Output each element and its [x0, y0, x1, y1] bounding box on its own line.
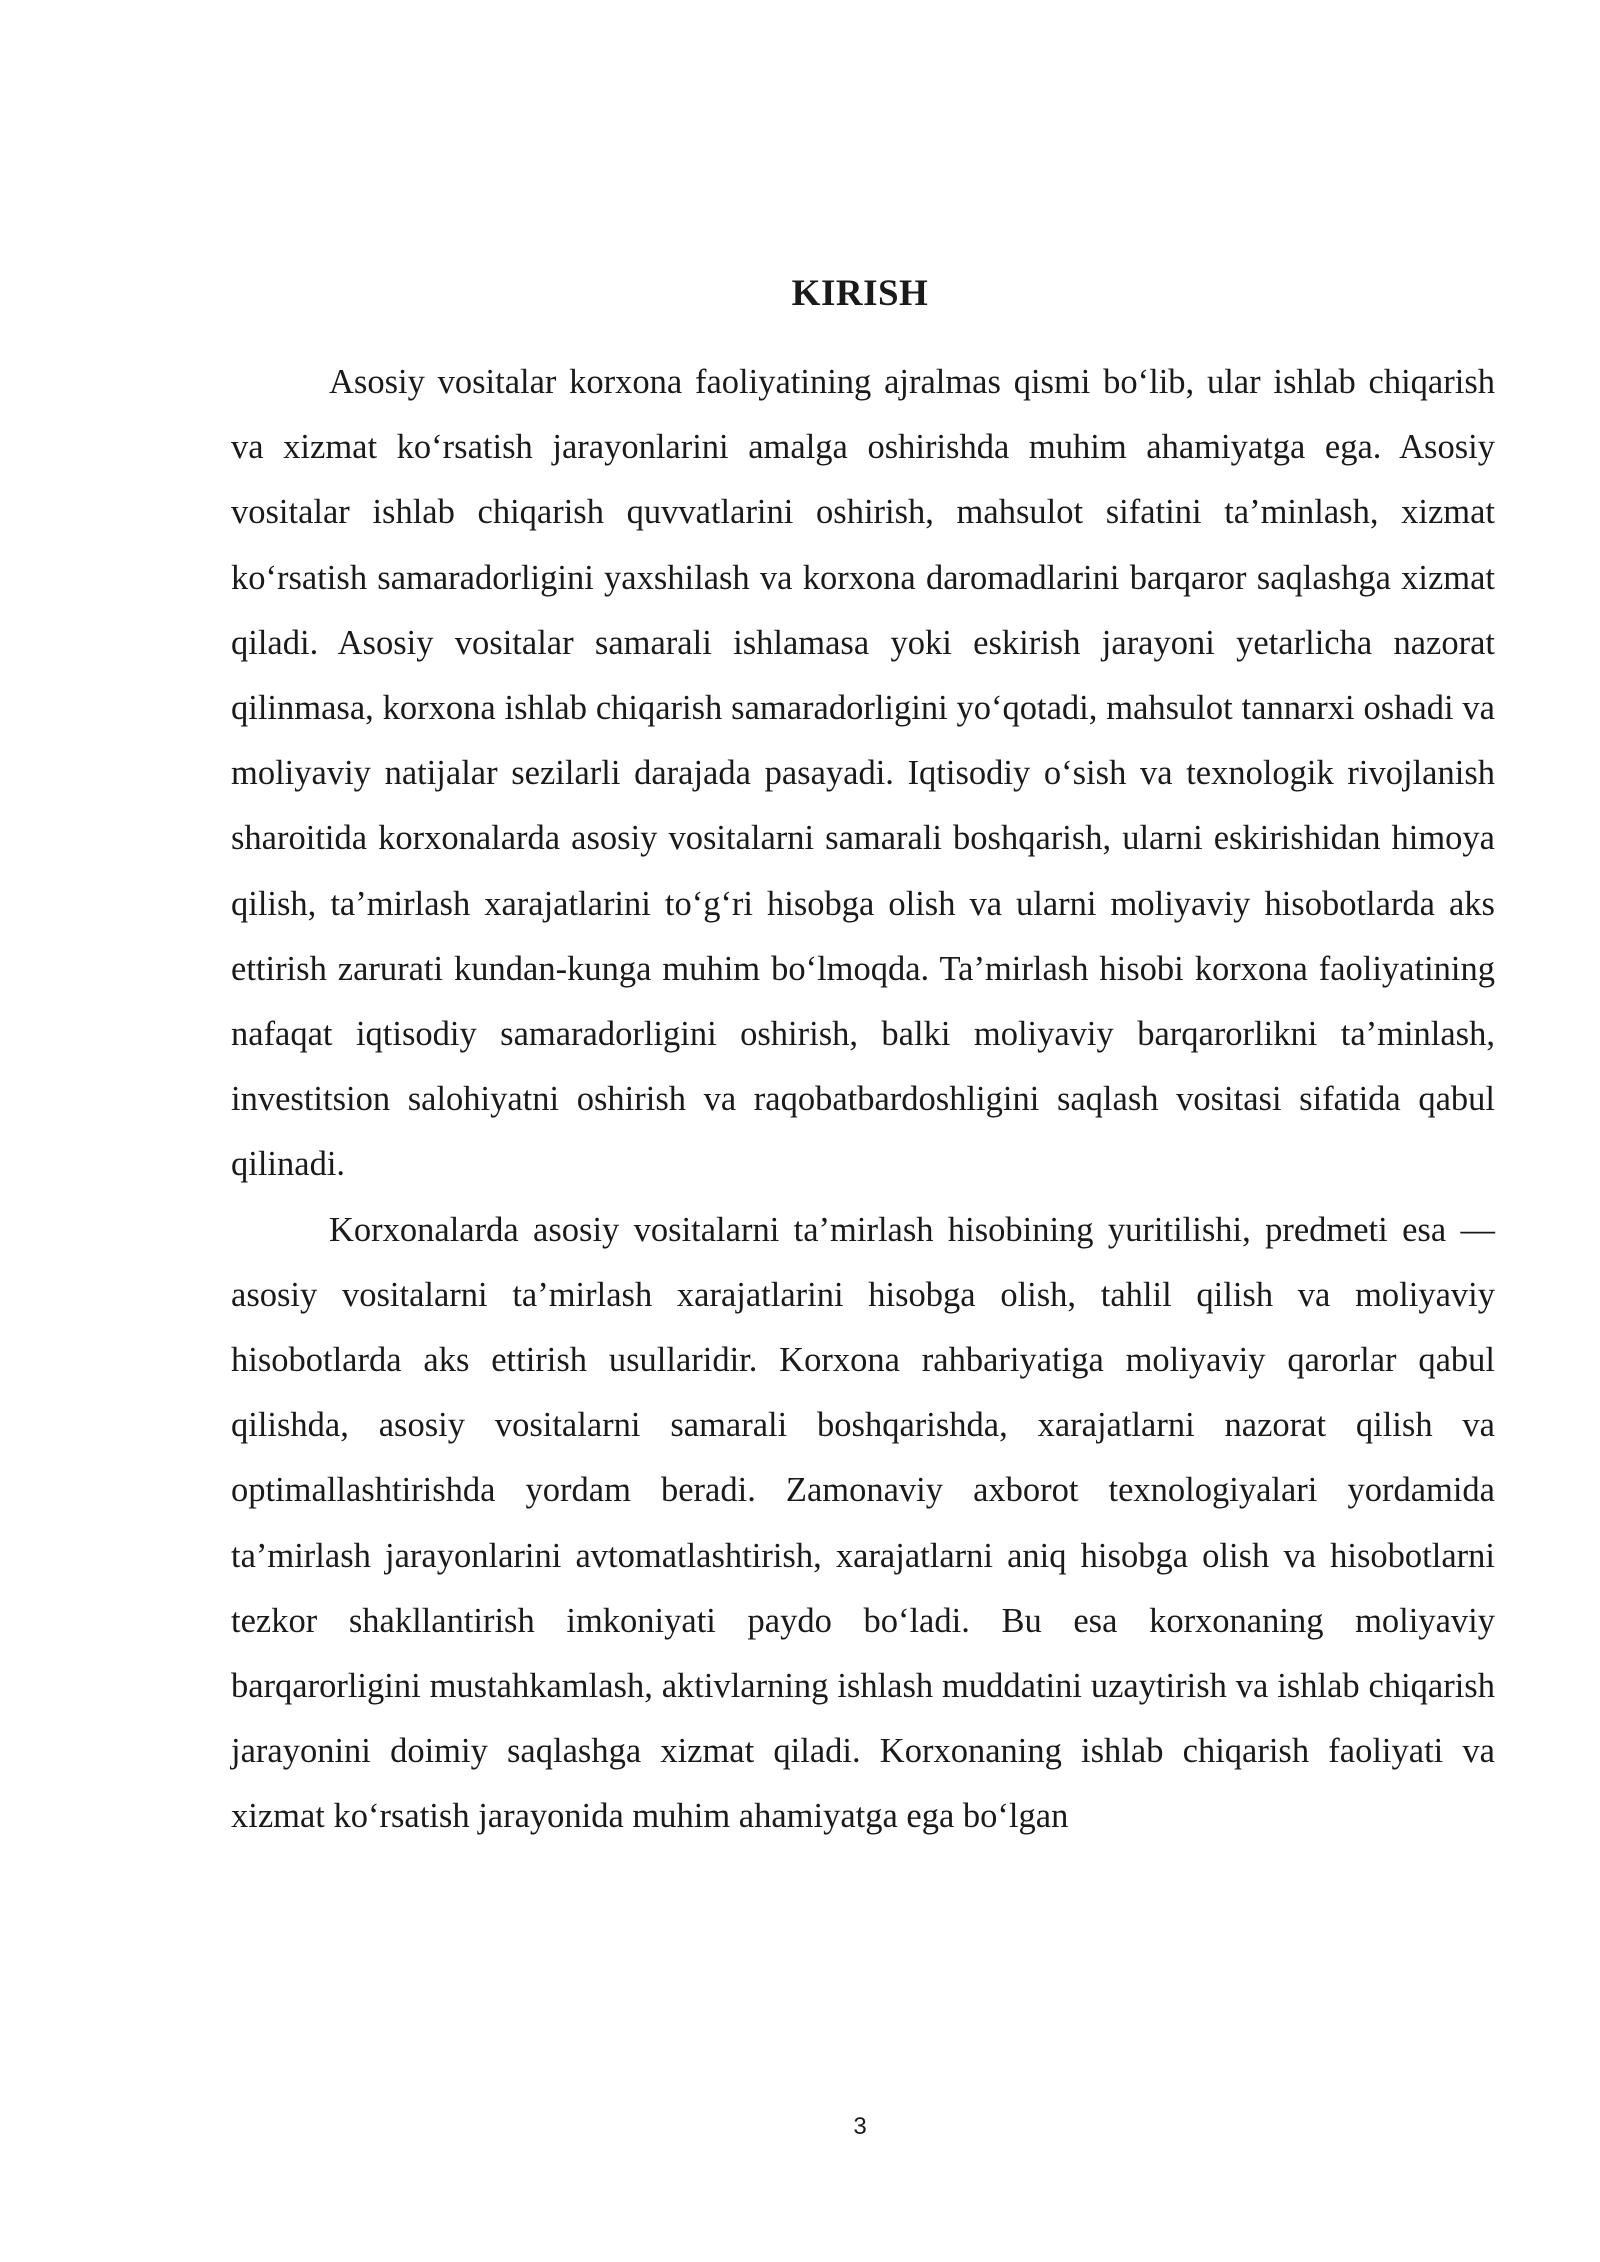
paragraph-1: Asosiy vositalar korxona faoliyatining ajralmas qismi bo‘lib, ular ishlab chiqarish va xizmat ko‘rsatish jarayonlarini amalga oshirishda muhim ahamiyatga ega. Asosiy vositalar ishlab chiqarish quvvatlarini oshirish, mahsulot sifatini ta’minlash, xizmat ko‘rsatish samaradorligini yaxshilash va korxona daromadlarini barqaror saqlashga xizmat qiladi. Asosiy vositalar samarali ishlamasa yoki eskirish jarayoni yetarlicha nazorat qilinmasa, korxona ishlab chiqarish samaradorligini yo‘qotadi, mahsulot tannarxi oshadi va moliyaviy natijalar sezilarli darajada pasayadi. Iqtisodiy o‘sish va texnologik rivojlanish sharoitida korxonalarda asosiy vositalarni samarali boshqarish, ularni eskirishidan himoya qilish, ta’mirlash xarajatlarini to‘g‘ri hisobga olish va ularni moliyaviy hisobotlarda aks ettirish zarurati kundan-kunga muhim bo‘lmoqda. Ta’mirlash hisobi korxona faoliyatining nafaqat iqtisodiy samaradorligini oshirish, balki moliyaviy barqarorlikni ta’minlash, investitsion salohiyatni oshirish va raqobatbardoshligini saqlash vositasi sifatida qabul qilinadi. — [231, 363, 1495, 1184]
paragraph-2: Korxonalarda asosiy vositalarni ta’mirlash hisobining yuritilishi, predmeti esa — asosiy vositalarni ta’mirlash xarajatlarini hisobga olish, tahlil qilish va moliyaviy hisobotlarda aks ettirish usullaridir. Korxona rahbariyatiga moliyaviy qarorlar qabul qilishda, asosiy vositalarni samarali boshqarishda, xarajatlarni nazorat qilish va optimallashtirishda yordam beradi. Zamonaviy axborot texnologiyalari yordamida ta’mirlash jarayonlarini avtomatlashtirish, xarajatlarni aniq hisobga olish va hisobotlarni tezkor shakllantirish imkoniyati paydo bo‘ladi. Bu esa korxonaning moliyaviy barqarorligini mustahkamlash, aktivlarning ishlash muddatini uzaytirish va ishlab chiqarish jarayonini doimiy saqlashga xizmat qiladi. Korxonaning ishlab chiqarish faoliyati va xizmat ko‘rsatish jarayonida muhim ahamiyatga ega bo‘lgan — [231, 1210, 1495, 1836]
section-heading: KIRISH — [791, 273, 929, 314]
page-number: 3 — [853, 2113, 867, 2140]
body-text — [231, 350, 1495, 1850]
